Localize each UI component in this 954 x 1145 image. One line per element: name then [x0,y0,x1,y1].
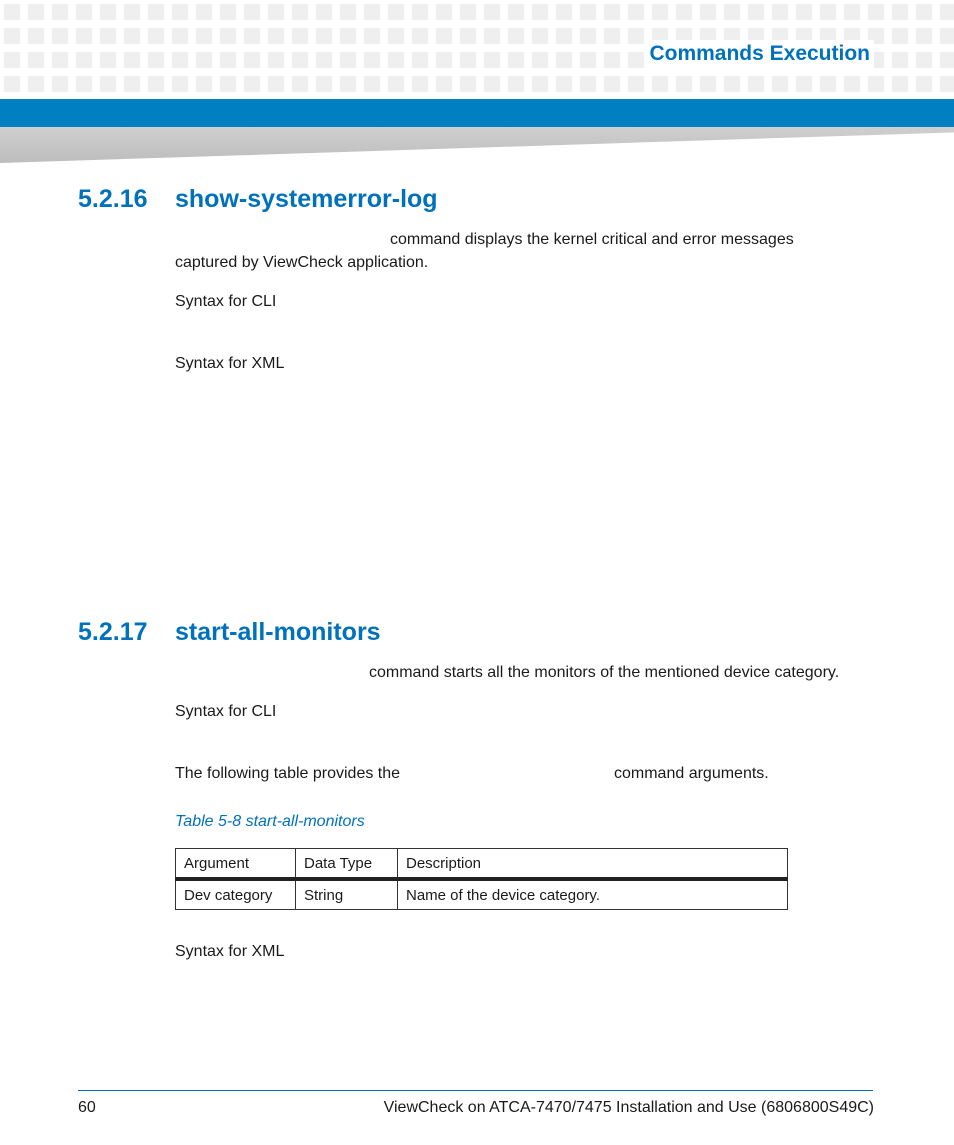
pattern-square [388,76,404,92]
pattern-square [52,28,68,44]
table-row [176,879,788,910]
pattern-square [796,4,812,20]
pattern-square [724,4,740,20]
pattern-square [52,76,68,92]
pattern-square [796,76,812,92]
pattern-square [172,52,188,68]
section-17-syntax-xml-label: Syntax for XML [175,943,285,960]
pattern-square [76,76,92,92]
pattern-square [100,76,116,92]
pattern-square [292,28,308,44]
pattern-square [172,28,188,44]
pattern-square [316,28,332,44]
pattern-square [28,4,44,20]
pattern-square [508,4,524,20]
table-header-cell: Description [398,849,788,880]
pattern-square [52,4,68,20]
pattern-square [604,28,620,44]
pattern-square [508,52,524,68]
pattern-square [556,4,572,20]
table-header-row [176,849,788,880]
pattern-square [460,76,476,92]
pattern-square [364,28,380,44]
pattern-square [412,28,428,44]
pattern-square [412,4,428,20]
table-caption: Table 5-8 start-all-monitors [175,813,365,830]
pattern-square [268,28,284,44]
pattern-square [532,76,548,92]
pattern-square [604,4,620,20]
pattern-square [628,52,644,68]
pattern-square [532,28,548,44]
pattern-square [436,76,452,92]
pattern-square [700,4,716,20]
pattern-square [292,4,308,20]
pattern-square [580,76,596,92]
pattern-square [892,4,908,20]
pattern-square [196,28,212,44]
pattern-square [220,76,236,92]
table-cell: Name of the device category. [398,879,788,910]
footer-rule [78,1090,873,1091]
pattern-square [676,4,692,20]
header-section-title: Commands Execution [645,40,874,68]
pattern-square [916,76,932,92]
pattern-square [940,28,954,44]
section-17-title: start-all-monitors [175,618,381,646]
pattern-square [940,52,954,68]
pattern-square [220,4,236,20]
pattern-square [364,52,380,68]
pattern-square [532,4,548,20]
pattern-square [196,76,212,92]
section-17-syntax-cli-label: Syntax for CLI [175,703,277,720]
table-intro-before: The following table provides the [175,765,401,782]
pattern-square [556,76,572,92]
table-header-cell: Data Type [296,849,398,880]
pattern-square [220,28,236,44]
pattern-square [148,28,164,44]
pattern-square [124,28,140,44]
pattern-square [772,76,788,92]
pattern-square [100,28,116,44]
pattern-square [292,52,308,68]
pattern-square [508,76,524,92]
pattern-square [460,52,476,68]
pattern-square [172,76,188,92]
pattern-square [52,52,68,68]
pattern-square [436,52,452,68]
pattern-square [868,76,884,92]
pattern-square [604,52,620,68]
section-16-description-line2: captured by ViewCheck application. [175,254,429,271]
pattern-square [556,28,572,44]
pattern-square [412,76,428,92]
footer-document-title: ViewCheck on ATCA-7470/7475 Installation and Use (6806800S49C) [383,1099,874,1116]
pattern-square [436,28,452,44]
pattern-square [484,28,500,44]
pattern-square [28,28,44,44]
pattern-square [772,4,788,20]
pattern-square [292,76,308,92]
pattern-square [748,4,764,20]
pattern-square [4,28,20,44]
pattern-square [76,52,92,68]
pattern-square [268,52,284,68]
pattern-square [4,4,20,20]
pattern-square [628,4,644,20]
pattern-square [820,76,836,92]
pattern-square [340,4,356,20]
pattern-square [124,52,140,68]
pattern-square [844,76,860,92]
pattern-square [844,4,860,20]
pattern-square [244,4,260,20]
pattern-square [268,76,284,92]
pattern-square [388,28,404,44]
pattern-square [724,76,740,92]
pattern-square [148,76,164,92]
pattern-square [820,4,836,20]
pattern-square [652,76,668,92]
pattern-square [676,76,692,92]
pattern-square [892,52,908,68]
pattern-square [892,76,908,92]
section-16-description-line1: command displays the kernel critical and error messages [390,231,794,248]
pattern-square [628,76,644,92]
pattern-square [388,4,404,20]
pattern-square [124,4,140,20]
pattern-square [916,28,932,44]
section-16-number: 5.2.16 [78,185,148,213]
table-header-cell: Argument [176,849,296,880]
pattern-square [148,4,164,20]
pattern-square [484,52,500,68]
pattern-square [340,52,356,68]
pattern-square [940,4,954,20]
pattern-square [580,52,596,68]
pattern-square [484,4,500,20]
pattern-square [244,28,260,44]
pattern-square [892,28,908,44]
pattern-square [940,76,954,92]
arguments-table [175,848,788,910]
pattern-square [268,4,284,20]
pattern-square [508,28,524,44]
pattern-square [172,4,188,20]
pattern-square [604,76,620,92]
pattern-square [76,4,92,20]
pattern-square [580,28,596,44]
section-17-description: command starts all the monitors of the mentioned device category. [369,664,840,681]
pattern-square [100,52,116,68]
section-16-title: show-systemerror-log [175,185,438,213]
pattern-square [748,76,764,92]
pattern-square [916,4,932,20]
pattern-square [244,76,260,92]
pattern-square [340,28,356,44]
pattern-square [220,52,236,68]
pattern-square [556,52,572,68]
pattern-square [436,4,452,20]
pattern-square [388,52,404,68]
pattern-square [148,52,164,68]
pattern-square [628,28,644,44]
pattern-square [580,4,596,20]
pattern-square [124,76,140,92]
pattern-square [364,4,380,20]
pattern-square [244,52,260,68]
pattern-square [196,52,212,68]
pattern-square [412,52,428,68]
pattern-square [100,4,116,20]
header-blue-bar [0,99,954,127]
pattern-square [316,52,332,68]
pattern-square [28,52,44,68]
table-cell: Dev category [176,879,296,910]
section-16-syntax-cli-label: Syntax for CLI [175,293,277,310]
pattern-square [4,76,20,92]
footer-page-number: 60 [78,1099,96,1116]
section-16-syntax-xml-label: Syntax for XML [175,355,285,372]
pattern-square [652,4,668,20]
pattern-square [460,28,476,44]
pattern-square [460,4,476,20]
header-gray-wedge [0,127,954,163]
pattern-square [316,76,332,92]
pattern-square [700,76,716,92]
pattern-square [484,76,500,92]
pattern-square [364,76,380,92]
table-cell: String [296,879,398,910]
pattern-square [196,4,212,20]
pattern-square [28,76,44,92]
pattern-square [316,4,332,20]
pattern-square [340,76,356,92]
table-intro-after: command arguments. [614,765,769,782]
section-17-number: 5.2.17 [78,618,148,646]
pattern-square [4,52,20,68]
pattern-square [916,52,932,68]
pattern-square [76,28,92,44]
pattern-square [532,52,548,68]
pattern-square [868,4,884,20]
